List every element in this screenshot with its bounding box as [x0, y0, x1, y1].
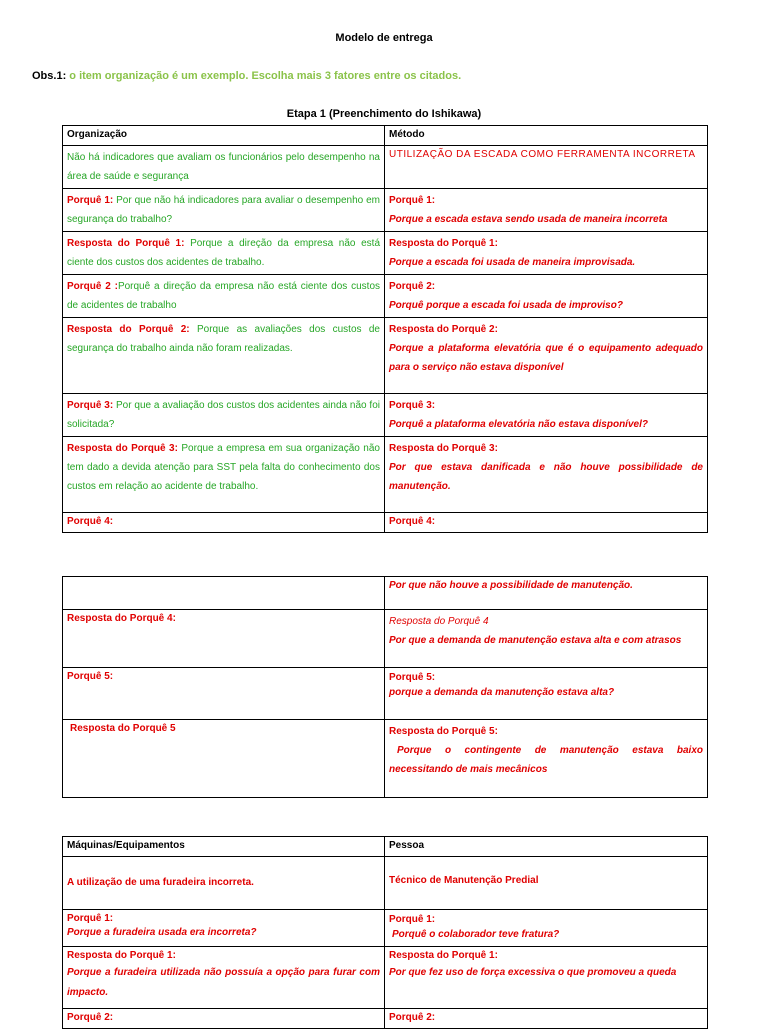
answer-label: Resposta do Porquê 2:	[67, 324, 190, 335]
why-label: Porquê 1:	[389, 195, 436, 206]
table-row	[63, 668, 708, 720]
table-row	[63, 1009, 708, 1029]
column-header-organizacao: Organização	[63, 126, 385, 146]
table-cell	[63, 577, 385, 610]
table-cell	[63, 189, 385, 232]
table-row	[63, 857, 708, 910]
why-label: Porquê 3:	[67, 400, 114, 411]
why-label: Porquê 3:	[389, 400, 436, 411]
metodo-factor: UTILIZAÇÃO DA ESCADA COMO FERRAMENTA INCORRETA	[385, 146, 708, 189]
answer-text: Porque a escada foi usada de maneira improvisada.	[389, 257, 636, 268]
table-cell	[385, 720, 708, 798]
table-row	[63, 275, 708, 318]
table-cell	[63, 275, 385, 318]
table-row	[63, 394, 708, 437]
answer-text: Por que a demanda de manutenção estava alta e com atrasos	[389, 635, 682, 646]
why-text: Porquê o colaborador teve fratura?	[392, 929, 560, 940]
why-label: Porquê 5:	[389, 672, 436, 683]
table-row	[63, 837, 708, 857]
answer-label: Resposta do Porquê 1:	[67, 950, 176, 961]
answer-label: Resposta do Porquê 3:	[389, 443, 498, 454]
table-row	[63, 437, 708, 513]
answer-text: Porque a empresa em sua organização não tem dado a devida atenção para SST pela falta do conhecimento dos custos em relação ao acidente de trabalho.	[67, 443, 380, 492]
answer-text: Por que estava danificada e não houve possibilidade de manutenção.	[389, 462, 703, 492]
why-label: Porquê 4:	[385, 513, 708, 533]
why-text: Porquê a plataforma elevatória não estava disponível?	[389, 419, 648, 430]
why-text: Porque a furadeira usada era incorreta?	[67, 927, 257, 938]
ishikawa-table-continuation	[62, 576, 708, 798]
table-cell	[385, 394, 708, 437]
table-row	[63, 720, 708, 798]
answer-label: Resposta do Porquê 5	[63, 720, 385, 798]
observation-note	[32, 70, 461, 82]
observation-text: o item organização é um exemplo. Escolha mais 3 fatores entre os citados.	[69, 70, 462, 82]
why-label: Porquê 1:	[67, 195, 114, 206]
answer-label: Resposta do Porquê 4	[389, 616, 489, 627]
why-label: Porquê 5:	[63, 668, 385, 720]
why-label: Porquê 2:	[63, 1009, 385, 1029]
why-label: Porquê 2 :	[67, 281, 118, 292]
why-label: Porquê 4:	[63, 513, 385, 533]
answer-label: Resposta do Porquê 1:	[67, 238, 185, 249]
table-cell	[385, 437, 708, 513]
maquinas-factor: A utilização de uma furadeira incorreta.	[63, 857, 385, 910]
answer-text: Porque a direção da empresa não está ciente dos custos dos acidentes de trabalho.	[67, 238, 381, 268]
answer-text: Porque as avaliações dos custos de segurança do trabalho ainda não foram realizadas.	[67, 324, 380, 354]
column-header-metodo: Método	[385, 126, 708, 146]
table-cell	[385, 947, 708, 1009]
why-text: Por que não houve a possibilidade de manutenção.	[385, 577, 708, 610]
answer-text: Porque o contingente de manutenção estava baixo necessitando de mais mecânicos	[389, 745, 703, 775]
table-cell	[63, 318, 385, 394]
table-cell	[385, 189, 708, 232]
answer-label: Resposta do Porquê 4:	[63, 610, 385, 668]
table-cell	[63, 232, 385, 275]
table-row	[63, 577, 708, 610]
table-row	[63, 232, 708, 275]
table-row	[63, 146, 708, 189]
why-label: Porquê 1:	[389, 914, 436, 925]
table-cell	[63, 437, 385, 513]
why-label: Porquê 2:	[389, 281, 436, 292]
table-cell	[385, 910, 708, 947]
why-label: Porquê 2:	[385, 1009, 708, 1029]
answer-text: Porque a plataforma elevatória que é o equipamento adequado para o serviço não estava disponível	[389, 343, 703, 373]
answer-label: Resposta do Porquê 1:	[389, 238, 498, 249]
table-row	[63, 910, 708, 947]
pessoa-factor: Técnico de Manutenção Predial	[385, 857, 708, 910]
table-row	[63, 513, 708, 533]
table-cell	[385, 232, 708, 275]
answer-text: Porque a furadeira utilizada não possuía a opção para furar com impacto.	[67, 967, 380, 998]
column-header-maquinas: Máquinas/Equipamentos	[63, 837, 385, 857]
why-text: Porque a escada estava sendo usada de maneira incorreta	[389, 214, 668, 225]
table-cell	[63, 947, 385, 1009]
why-label: Porquê 1:	[67, 913, 114, 924]
why-text: porque a demanda da manutenção estava alta?	[389, 687, 615, 698]
table-row	[63, 947, 708, 1009]
why-text: Porquê a direção da empresa não está ciente dos custos de acidentes de trabalho	[67, 281, 380, 311]
table-cell	[385, 275, 708, 318]
table-cell	[385, 318, 708, 394]
answer-label: Resposta do Porquê 3:	[67, 443, 178, 454]
answer-label: Resposta do Porquê 5:	[389, 726, 498, 737]
why-text: Por que a avaliação dos custos dos acidentes ainda não foi solicitada?	[67, 400, 380, 430]
stage-heading: Etapa 1 (Preenchimento do Ishikawa)	[286, 108, 482, 120]
observation-label: Obs.1:	[32, 70, 67, 82]
why-text: Porquê porque a escada foi usada de improviso?	[389, 300, 623, 311]
answer-label: Resposta do Porquê 1:	[389, 950, 498, 961]
page-title: Modelo de entrega	[335, 32, 433, 44]
table-cell	[63, 394, 385, 437]
answer-label: Resposta do Porquê 2:	[389, 324, 498, 335]
table-row	[63, 318, 708, 394]
ishikawa-table-organizacao-metodo	[62, 125, 708, 533]
table-row	[63, 610, 708, 668]
organizacao-factor: Não há indicadores que avaliam os funcionários pelo desempenho na área de saúde e segurança	[63, 146, 385, 189]
table-row	[63, 189, 708, 232]
table-row	[63, 126, 708, 146]
table-cell	[385, 610, 708, 668]
column-header-pessoa: Pessoa	[385, 837, 708, 857]
ishikawa-table-maquinas-pessoa	[62, 836, 708, 1029]
table-cell	[385, 668, 708, 720]
answer-text: Por que fez uso de força excessiva o que promoveu a queda	[389, 967, 677, 978]
table-cell	[63, 910, 385, 947]
why-text: Por que não há indicadores para avaliar o desempenho em segurança do trabalho?	[67, 195, 381, 225]
